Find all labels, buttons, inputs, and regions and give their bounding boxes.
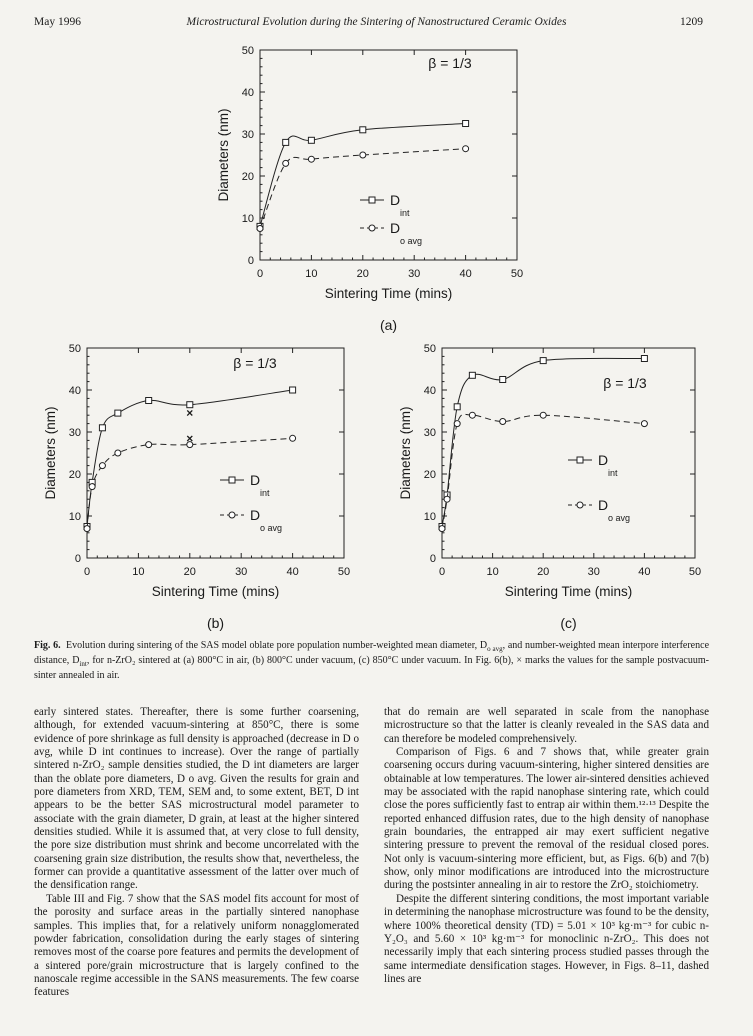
data-point-d-o-avg (469, 412, 475, 418)
legend-sub-o-avg: o avg (608, 513, 631, 523)
y-tick-label: 10 (241, 213, 254, 225)
y-tick-label: 40 (241, 87, 254, 99)
data-point-d-int (290, 387, 296, 393)
running-header-date: May 1996 (34, 16, 81, 28)
data-point-d-int (115, 410, 121, 416)
data-point-d-o-avg (454, 421, 460, 427)
y-tick-label: 20 (241, 171, 254, 183)
caption-sub-1: o avg (487, 645, 503, 653)
figure-6a-chart (200, 40, 530, 335)
data-point-d-o-avg (115, 450, 121, 456)
data-point-d-int (500, 377, 506, 383)
running-header-title: Microstructural Evolution during the Sintering of Nanostructured Ceramic Oxides (186, 16, 567, 28)
legend-label-d-o-avg: D (390, 220, 401, 236)
x-tick-label: 40 (459, 268, 472, 280)
data-point-d-int (641, 356, 647, 362)
body-column-right (384, 706, 709, 986)
y-tick-label: 20 (423, 469, 436, 481)
data-point-d-int (540, 358, 546, 364)
x-tick-label: 40 (286, 566, 299, 578)
legend-sub-int: int (400, 208, 410, 218)
panel-label: (a) (379, 317, 398, 333)
legend-sub-o-avg: o avg (260, 523, 283, 533)
y-tick-label: 0 (247, 255, 254, 267)
y-tick-label: 0 (429, 553, 436, 565)
data-point-d-o-avg (444, 496, 450, 502)
data-point-d-int (469, 372, 475, 378)
caption-text-2: , and number-weighted mean interpore interference distance, D (34, 640, 710, 666)
x-tick-label: 20 (356, 268, 369, 280)
beta-label: β = 1/3 (603, 375, 647, 391)
x-tick-label: 50 (510, 268, 524, 280)
legend-label-d-o-avg: D (250, 507, 261, 523)
data-point-d-int (360, 127, 366, 133)
series-line-d-o-avg (260, 149, 466, 229)
legend-label-d-int: D (390, 192, 401, 208)
y-tick-label: 40 (423, 385, 436, 397)
plot-frame (260, 50, 517, 260)
legend-marker-d-o-avg (577, 502, 583, 508)
legend-sub-int: int (608, 468, 618, 478)
legend-marker-d-int (229, 477, 235, 483)
x-tick-label: 10 (486, 566, 499, 578)
data-point-d-o-avg (290, 435, 296, 441)
data-point-d-o-avg (146, 442, 152, 448)
plot-frame (442, 348, 695, 558)
panel-label: (b) (206, 615, 225, 631)
figure-6c-chart (380, 340, 720, 640)
body-column-left (34, 706, 359, 1000)
body-paragraph: Despite the different sintering conditions, the most important variable in determining the nanophase microstructure was found to be the density, where 100% theoretical density (TD) = 5.01 × 10³ kg·m⁻³ for cubic n-Y₂O₃ and 5.60 × 10³ kg·m⁻³ for monoclinic n-ZrO₂. This does not necessarily imply that each sintering process studied passes through the same intermediate densification stages. However, in Figs. 8–11, dashed lines are (384, 892, 709, 985)
y-tick-label: 30 (68, 427, 81, 439)
body-paragraph: Table III and Fig. 7 show that the SAS model fits account for most of the porosity and surface areas in the partially sintered nanophase samples. This implies that, for a relatively uniform nonagglomerated powder fabrication, consolidation during the early stages of sintering removes most of the coarse pore features and permits the development of a sintered pore/grain microstructure that is largely confined to the nanoscale regime accessible in the SANS measurements. The few coarse features (34, 892, 359, 999)
x-tick-label: 30 (587, 566, 600, 578)
y-tick-label: 50 (68, 343, 81, 355)
data-point-d-o-avg (641, 421, 647, 427)
y-tick-label: 50 (241, 45, 254, 57)
y-tick-label: 40 (68, 385, 81, 397)
x-tick-label: 30 (235, 566, 248, 578)
data-point-d-int (308, 137, 314, 143)
body-paragraph: early sintered states. Thereafter, there is some further coarsening, although, for extended vacuum-sintering at 850°C, there is some evidence of pore shrinkage as full density is approached (decrease in D o avg, while D int continues to increase). Over the range of partially sintered n-ZrO₂ sample densities studied, the D int diameters are larger than the oblate pore diameters, D o avg. Given the results for grain and pore diameters from XRD, TEM, SEM and, to some extent, BET, D int appears to be the better SAS microstructural model parameter to associate with the grain diameter, D grain, at least at the higher sintered densities studied. While it is assumed that, at very close to full density, the pore size distribution must shrink and become uncorrelated with the coarsening grain size distribution, the results show that, nevertheless, the former can provide a quantitative assessment of the latter over much of the densification range. (34, 706, 359, 892)
data-point-d-o-avg (84, 526, 90, 532)
data-point-d-o-avg (89, 484, 95, 490)
x-axis-label: Sintering Time (mins) (504, 584, 633, 599)
legend-marker-d-int (369, 197, 375, 203)
data-point-d-o-avg (257, 226, 263, 232)
postvacuum-mark: × (186, 406, 194, 421)
x-tick-label: 0 (256, 268, 264, 280)
y-tick-label: 20 (68, 469, 81, 481)
caption-text-3: , for n-ZrO₂ sintered at (a) 800°C in air, (b) 800°C under vacuum, (c) 850°C under vacuum. In Fig. 6(b), × marks the values for the sample postvacuum-sinter annealed in air. (34, 655, 709, 681)
data-point-d-o-avg (99, 463, 105, 469)
caption-sub-2: int (79, 660, 87, 668)
x-tick-label: 0 (83, 566, 91, 578)
x-tick-label: 50 (337, 566, 351, 578)
x-tick-label: 10 (305, 268, 318, 280)
legend-label-d-o-avg: D (598, 497, 609, 513)
data-point-d-o-avg (439, 526, 445, 532)
y-axis-label: Diameters (nm) (43, 406, 58, 500)
data-point-d-int (463, 121, 469, 127)
x-tick-label: 50 (688, 566, 702, 578)
legend-sub-int: int (260, 488, 270, 498)
x-tick-label: 20 (183, 566, 196, 578)
panel-label: (c) (560, 615, 577, 631)
figure-caption-label: Fig. 6. (34, 640, 61, 651)
beta-label: β = 1/3 (428, 55, 472, 71)
body-paragraph: that do remain are well separated in scale from the nanophase microstructure so that the latter is cleanly revealed in the SAS data and can therefore be modeled comprehensively. (384, 706, 709, 745)
x-tick-label: 20 (537, 566, 550, 578)
data-point-d-o-avg (540, 412, 546, 418)
x-tick-label: 40 (638, 566, 651, 578)
legend-marker-d-o-avg (369, 225, 375, 231)
x-axis-label: Sintering Time (mins) (324, 286, 453, 301)
y-tick-label: 30 (241, 129, 254, 141)
series-line-d-int (260, 124, 466, 227)
legend-marker-d-int (577, 457, 583, 463)
data-point-d-o-avg (360, 152, 366, 158)
data-point-d-o-avg (500, 419, 506, 425)
figure-6b-chart (25, 340, 365, 640)
x-axis-label: Sintering Time (mins) (151, 584, 280, 599)
x-tick-label: 30 (408, 268, 421, 280)
legend-sub-o-avg: o avg (400, 236, 423, 246)
data-point-d-int (146, 398, 152, 404)
caption-text-1: Evolution during sintering of the SAS model oblate pore population number-weighted mean diameter, D (66, 640, 488, 651)
beta-label: β = 1/3 (233, 355, 277, 371)
y-axis-label: Diameters (nm) (216, 108, 231, 202)
data-point-d-int (283, 139, 289, 145)
x-tick-label: 10 (132, 566, 145, 578)
y-tick-label: 10 (68, 511, 81, 523)
data-point-d-o-avg (463, 146, 469, 152)
plot-frame (87, 348, 344, 558)
x-tick-label: 0 (438, 566, 446, 578)
data-point-d-int (99, 425, 105, 431)
y-tick-label: 10 (423, 511, 436, 523)
legend-marker-d-o-avg (229, 512, 235, 518)
y-tick-label: 0 (74, 553, 81, 565)
body-paragraph: Comparison of Figs. 6 and 7 shows that, while greater grain coarsening occurs during vacuum-sintering, higher sintered densities are obtainable at low temperatures. The lower air-sintered densities achieved may be associated with the rapid nanophase sintering rate, which could close the pores sufficiently fast to entrap air within them.¹²·¹³ Despite the reported enhanced diffusion rates, due to the high density of nanophase grain boundaries, the entrapped air may exert sufficient negative sintering pressure to prevent the removal of the residual closed pores. Not only is vacuum-sintering more efficient, but, as Figs. 6(b) and 7(b) show, only minor modifications are introduced into the microstructure during the postsinter annealing in air to restore the ZrO₂ stoichiometry. (384, 746, 709, 892)
figure-caption (34, 640, 709, 682)
legend-label-d-int: D (598, 452, 609, 468)
data-point-d-o-avg (283, 160, 289, 166)
legend-label-d-int: D (250, 472, 261, 488)
data-point-d-int (454, 404, 460, 410)
y-axis-label: Diameters (nm) (398, 406, 413, 500)
y-tick-label: 30 (423, 427, 436, 439)
page-number: 1209 (680, 16, 703, 28)
y-tick-label: 50 (423, 343, 436, 355)
postvacuum-mark: × (186, 431, 194, 446)
data-point-d-o-avg (308, 156, 314, 162)
